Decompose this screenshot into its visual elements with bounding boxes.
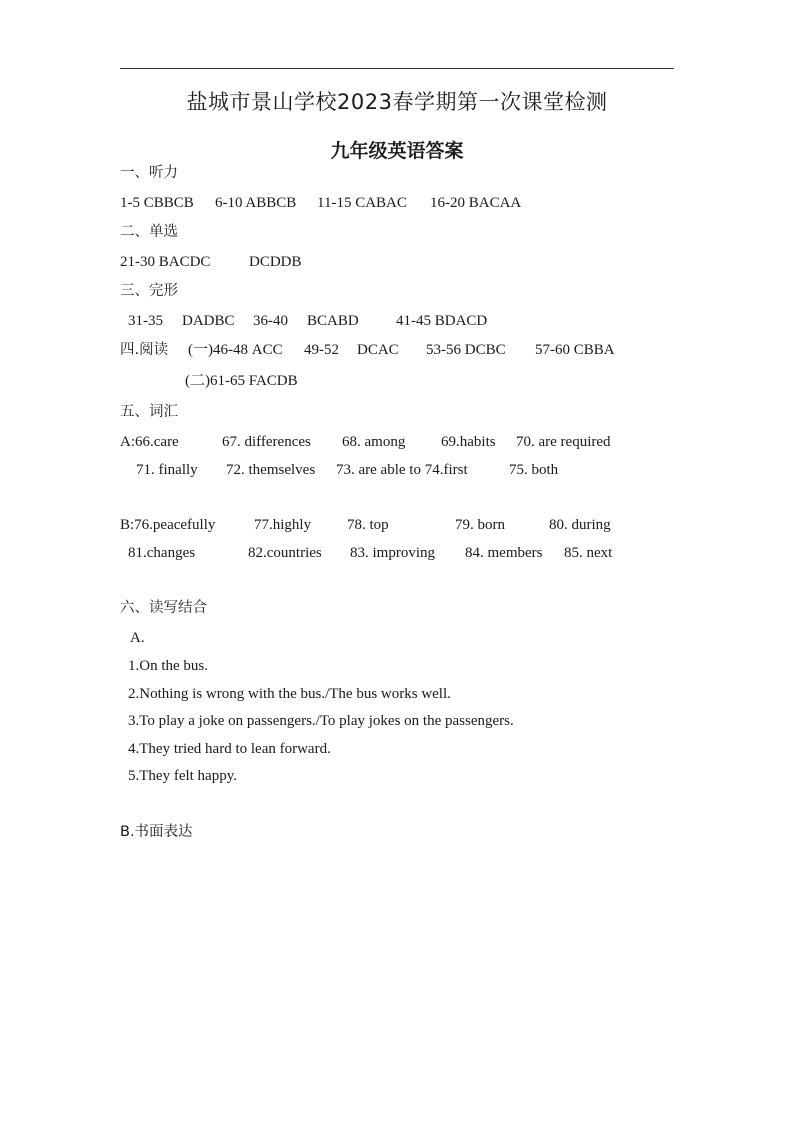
reading-heading: 四.阅读: [120, 342, 169, 358]
single-choice-answer: 21-30 BACDC: [120, 254, 211, 270]
part-a-answer: 3.To play a joke on passengers./To play jokes on the passengers.: [128, 713, 514, 729]
vocabulary-answer: B:76.peacefully: [120, 517, 216, 533]
vocabulary-answer: 85. next: [564, 545, 613, 561]
vocabulary-answer: 83. improving: [350, 545, 435, 561]
vocabulary-answer: 75. both: [509, 462, 559, 478]
reading-answer: 53-56 DCBC: [426, 342, 506, 358]
cloze-heading: 三、完形: [120, 283, 178, 299]
vocabulary-answer: 73. are able to 74.first: [336, 462, 468, 478]
reading-answer: DCAC: [357, 342, 399, 358]
part-a-answer: 1.On the bus.: [128, 658, 208, 674]
single-choice-answer: DCDDB: [249, 254, 302, 270]
single-choice-heading: 二、单选: [120, 224, 178, 240]
vocabulary-answer: 84. members: [465, 545, 543, 561]
vocabulary-answer: 70. are required: [516, 434, 611, 450]
vocabulary-answer: 69.habits: [441, 434, 496, 450]
vocabulary-answer: 72. themselves: [226, 462, 316, 478]
header-rule: [120, 68, 674, 69]
vocabulary-heading: 五、词汇: [120, 404, 178, 420]
listening-answer: 11-15 CABAC: [317, 195, 407, 211]
part-a-answer: 4.They tried hard to lean forward.: [128, 741, 331, 757]
cloze-answer: 41-45 BDACD: [396, 313, 488, 329]
reading-answer: 57-60 CBBA: [535, 342, 615, 358]
reading-answer: (二)61-65 FACDB: [185, 373, 298, 389]
vocabulary-answer: 82.countries: [248, 545, 322, 561]
vocabulary-answer: 78. top: [347, 517, 389, 533]
vocabulary-answer: 77.highly: [254, 517, 312, 533]
vocabulary-answer: 81.changes: [128, 545, 196, 561]
vocabulary-answer: 68. among: [342, 434, 406, 450]
listening-answer: 16-20 BACAA: [430, 195, 522, 211]
vocabulary-answer: A:66.care: [120, 434, 179, 450]
listening-heading: 一、听力: [120, 165, 178, 181]
vocabulary-answer: 79. born: [455, 517, 505, 533]
cloze-answer: BCABD: [307, 313, 359, 329]
listening-answer: 1-5 CBBCB: [120, 195, 194, 211]
part-a-answer: 5.They felt happy.: [128, 768, 237, 784]
vocabulary-answer: 80. during: [549, 517, 611, 533]
page-subtitle: 九年级英语答案: [330, 140, 464, 162]
listening-answer: 6-10 ABBCB: [215, 195, 297, 211]
reading-answer: (一)46-48 ACC: [188, 342, 283, 358]
part-a-answer: 2.Nothing is wrong with the bus./The bus works well.: [128, 686, 451, 702]
vocabulary-answer: 67. differences: [222, 434, 311, 450]
vocabulary-answer: 71. finally: [136, 462, 198, 478]
part-a-label: A.: [130, 630, 145, 646]
reading-writing-heading: 六、读写结合: [120, 600, 207, 616]
reading-answer: 49-52: [304, 342, 339, 358]
cloze-answer: DADBC: [182, 313, 235, 329]
page-title: 盐城市景山学校2023春学期第一次课堂检测: [186, 90, 608, 114]
part-b-label: B.书面表达: [120, 824, 193, 840]
cloze-answer: 36-40: [253, 313, 288, 329]
cloze-answer: 31-35: [128, 313, 163, 329]
